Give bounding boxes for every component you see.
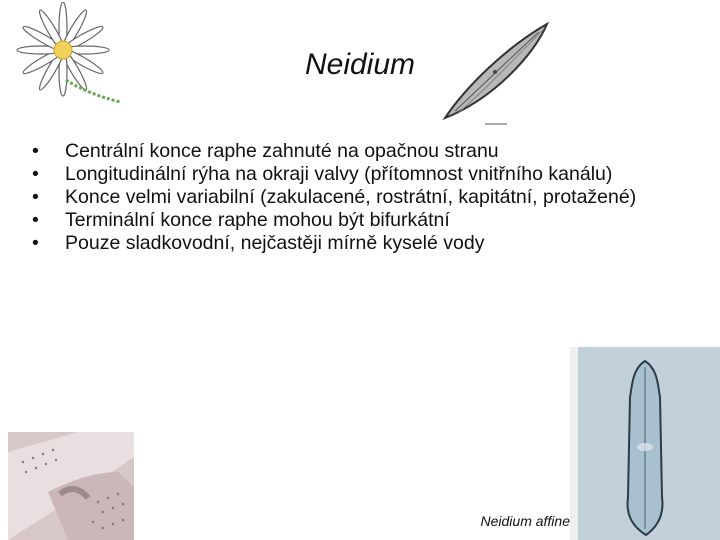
bullet-item: • Centrální konce raphe zahnuté na opačnou stranu (30, 140, 690, 163)
image-caption: Neidium affine (480, 513, 570, 529)
sem-micrograph (8, 432, 134, 540)
light-micrograph (570, 347, 720, 540)
slide-title: Neidium (304, 48, 416, 81)
neidium-valve-drawing (435, 18, 555, 128)
bullet-item: • Konce velmi variabilní (zakulacené, rostrátní, kapitátní, protažené) (30, 186, 690, 209)
bullet-item: • Terminální konce raphe mohou být bifurkátní (30, 209, 690, 232)
bullet-item: • Pouze sladkovodní, nejčastěji mírně kyselé vody (30, 232, 690, 255)
diatom-flower-logo (8, 2, 128, 112)
bullet-item: • Longitudinální rýha na okraji valvy (přítomnost vnitřního kanálu) (30, 163, 690, 186)
bullet-list (30, 140, 690, 255)
